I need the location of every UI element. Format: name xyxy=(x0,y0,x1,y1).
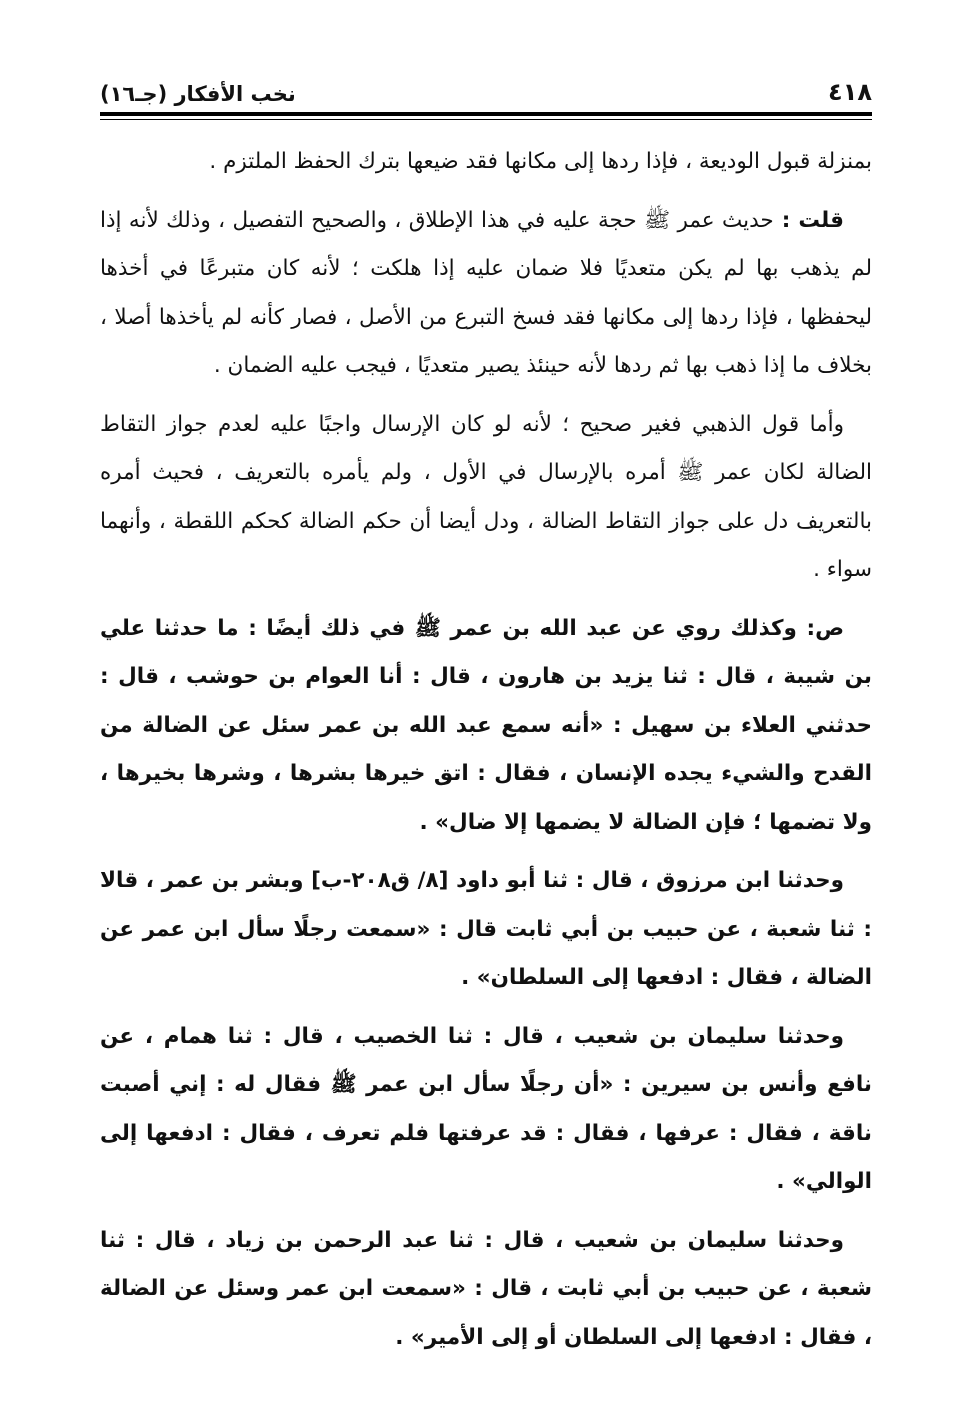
page-header xyxy=(100,60,872,106)
paragraph xyxy=(100,138,872,187)
paragraph-text: وكذلك روي عن عبد الله بن عمر ﷺ في ذلك أيضًا : ما حدثنا علي بن شيبة ، قال : ثنا يزيد بن هارون ، قال : أنا العوام بن حوشب ، قال : حدثني العلاء بن سهيل : «أنه سمع عبد الله بن عمر سئل عن الضالة من القدح والشيء يجده الإنسان ، فقال : اتق خيرها بشرها ، وشرها بخيرها ، ولا تضمها ؛ فإن الضالة لا يضمها إلا ضال» . xyxy=(100,615,872,835)
page-number: ٤١٨ xyxy=(828,78,872,106)
paragraph-text: بمنزلة قبول الوديعة ، فإذا ردها إلى مكانها فقد ضيعها بترك الحفظ الملتزم . xyxy=(209,149,872,174)
paragraph xyxy=(100,197,872,391)
paragraph xyxy=(100,857,872,1003)
paragraph xyxy=(100,1217,872,1363)
running-title: نخب الأفكار (جـ١٦) xyxy=(100,82,296,106)
paragraph xyxy=(100,605,872,848)
paragraph-text: وحدثنا ابن مرزوق ، قال : ثنا أبو داود [٨/ ق٢٠٨-ب] وبشر بن عمر ، قالا : ثنا شعبة ، عن حبيب بن أبي ثابت قال : «سمعت رجلًا سأل ابن عمر عن الضالة ، فقال : ادفعها إلى السلطان» . xyxy=(100,868,872,990)
paragraph xyxy=(100,401,872,595)
paragraph-lead: قلت : xyxy=(773,207,844,233)
paragraph xyxy=(100,1013,872,1207)
paragraph-text: حديث عمر ﷺ حجة عليه في هذا الإطلاق ، والصحيح التفصيل ، وذلك لأنه إذا لم يذهب بها لم يكن متعديًا فلا ضمان عليه إذا هلكت ؛ لأنه كان متبرعًا في أخذها ليحفظها ، فإذا ردها إلى مكانها فقد فسخ التبرع من الأصل ، فصار كأنه لم يأخذها أصلا ، بخلاف ما إذا ذهب بها ثم ردها لأنه حينئذ يصير متعديًا ، فيجب عليه الضمان . xyxy=(100,207,872,378)
body-text xyxy=(100,138,872,1362)
paragraph-text: وحدثنا سليمان بن شعيب ، قال : ثنا عبد الرحمن بن زياد ، قال : ثنا شعبة ، عن حبيب بن أبي ثابت ، قال : «سمعت ابن عمر وسئل عن الضالة ، فقال : ادفعها إلى السلطان أو إلى الأمير» . xyxy=(100,1227,872,1350)
header-rule-thick xyxy=(100,112,872,116)
paragraph-text: وأما قول الذهبي فغير صحيح ؛ لأنه لو كان الإرسال واجبًا عليه لعدم جواز التقاط الضالة لكان عمر ﷺ أمره بالإرسال في الأول ، ولم يأمره بالتعريف ، فحيث أمره بالتعريف دل على جواز التقاط الضالة ، ودل أيضا أن حكم الضالة كحكم اللقطة ، وأنهما سواء . xyxy=(100,411,872,582)
paragraph-lead: ص: xyxy=(796,615,844,641)
header-rule-thin xyxy=(100,119,872,120)
paragraph-text: وحدثنا سليمان بن شعيب ، قال : ثنا الخصيب ، قال : ثنا همام ، عن نافع وأنس بن سيرين : «أن رجلًا سأل ابن عمر ﷺ فقال له : إني أصبت ناقة ، فقال : عرفها ، فقال : قد عرفتها فلم تعرف ، فقال : ادفعها إلى الوالي» . xyxy=(100,1023,872,1194)
book-page xyxy=(100,60,872,1372)
